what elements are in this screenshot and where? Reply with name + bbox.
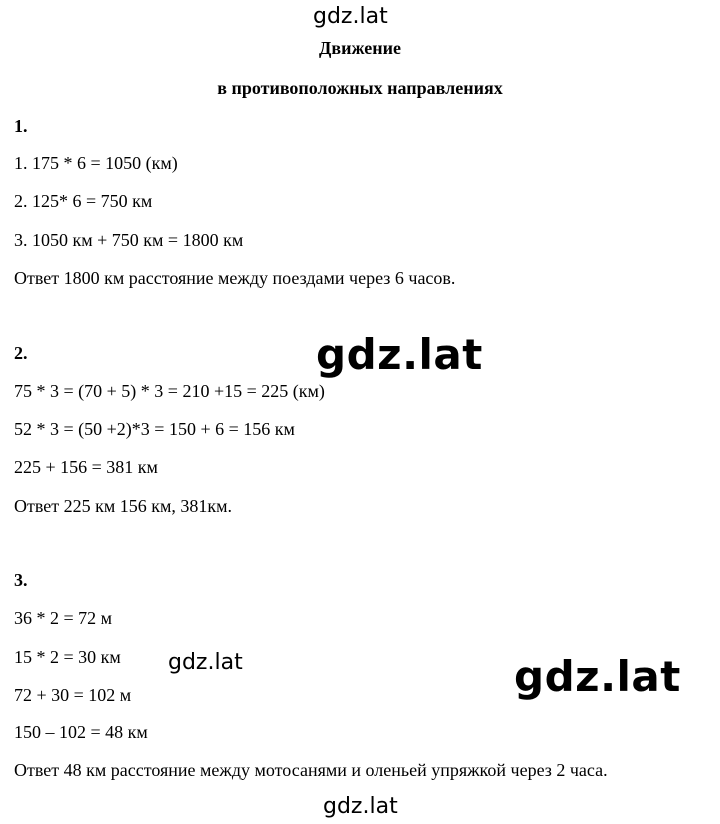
task-3-line-2: 15 * 2 = 30 км [14, 647, 121, 667]
task-2-line-2: 52 * 3 = (50 +2)*3 = 150 + 6 = 156 км [14, 419, 295, 439]
watermark-middle: gdz.lat [168, 650, 243, 675]
task-1-line-2: 2. 125* 6 = 750 км [14, 191, 153, 211]
task-1-number: 1. [14, 116, 28, 136]
page-title: Движение [318, 38, 401, 58]
watermark-center: gdz.lat [316, 330, 483, 379]
task-2-line-1: 75 * 3 = (70 + 5) * 3 = 210 +15 = 225 (км) [14, 381, 325, 401]
task-2-number: 2. [14, 343, 28, 363]
watermark-bottom: gdz.lat [323, 794, 398, 819]
task-1-answer: Ответ 1800 км расстояние между поездами через 6 часов. [14, 268, 456, 288]
watermark-top: gdz.lat [313, 4, 388, 29]
task-1-line-3: 3. 1050 км + 750 км = 1800 км [14, 230, 244, 250]
task-3-number: 3. [14, 570, 28, 590]
task-2-answer: Ответ 225 км 156 км, 381км. [14, 496, 233, 516]
task-1-line-1: 1. 175 * 6 = 1050 (км) [14, 153, 178, 173]
task-3-line-3: 72 + 30 = 102 м [14, 685, 132, 705]
page-subtitle: в противоположных направлениях [217, 78, 503, 98]
task-2-line-3: 225 + 156 = 381 км [14, 457, 158, 477]
watermark-right: gdz.lat [514, 652, 681, 701]
task-3-line-4: 150 – 102 = 48 км [14, 722, 148, 742]
task-3-line-1: 36 * 2 = 72 м [14, 608, 113, 628]
task-3-answer: Ответ 48 км расстояние между мотосанями и оленьей упряжкой через 2 часа. [14, 760, 608, 780]
